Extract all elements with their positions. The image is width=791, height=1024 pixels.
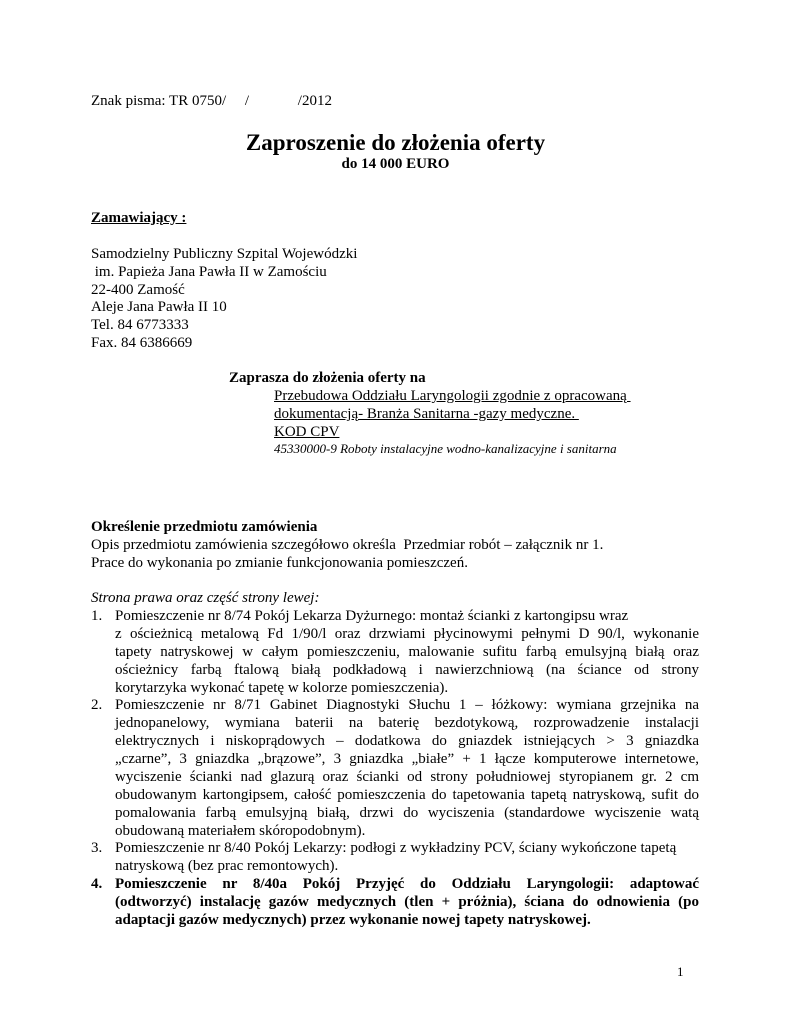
list-item-line: (odtworzyć) instalację gazów medycznych (tlen + próżnia), ściana do odnowienia (po xyxy=(115,894,699,910)
list-item-line: obudowanym kartongipsem, całość pomieszczenia do tapetowania tapetą natryskową, sufit do xyxy=(115,787,699,803)
list-item-number: 4. xyxy=(91,876,103,892)
list-item-line: Pomieszczenie nr 8/40 Pokój Lekarzy: podłogi z wykładziny PCV, ściany wykończone tapetą xyxy=(115,840,677,856)
list-item-line: Pomieszczenie nr 8/40a Pokój Przyjęć do Oddziału Laryngologii: adaptować xyxy=(115,876,699,892)
list-item-line: pomalowania farbą emulsyjną białą, drzwi do wyciszenia (standardowe wyciszenie watą xyxy=(115,805,699,821)
list-item-line: „czarne”, 3 gniazdka „brązowe”, 3 gniazdka „białe” + 1 łącze komputerowe internetowe, xyxy=(115,751,699,767)
page-number: 1 xyxy=(677,964,684,979)
list-item-line: wyciszenie ścianki nad glazurą oraz ścianki od strony południowej styropianem gr. 2 cm xyxy=(115,769,699,785)
list-item-line: korytarzyka wykonać tapetę w kolorze pomieszczenia). xyxy=(115,680,449,696)
buyer-line: 22-400 Zamość xyxy=(91,282,185,298)
list-item-line: adaptacji gazów medycznych) przez wykonanie nowej tapety natryskowej. xyxy=(115,912,591,928)
subject-line: Prace do wykonania po zmianie funkcjonowania pomieszczeń. xyxy=(91,555,468,571)
list-item-line: elektrycznych i niskoprądowych – dodatkowa do gniazdek istniejących > 3 gniazdka xyxy=(115,733,699,749)
cpv-code-label: KOD CPV xyxy=(274,424,340,440)
invite-line: dokumentacją- Branża Sanitarna -gazy medyczne. xyxy=(274,406,579,422)
list-item-number: 3. xyxy=(91,840,103,856)
invite-line: Przebudowa Oddziału Laryngologii zgodnie z opracowaną xyxy=(274,388,631,404)
buyer-line: Fax. 84 6386669 xyxy=(91,335,193,351)
list-item-number: 1. xyxy=(91,608,103,624)
document-subtitle: do 14 000 EURO xyxy=(341,156,450,172)
buyer-line: Samodzielny Publiczny Szpital Wojewódzki xyxy=(91,246,358,262)
list-item-line: z ościeżnicą metalową Fd 1/90/l oraz drzwiami płycinowymi pełnymi D 90/l, wykonanie xyxy=(115,626,699,642)
invite-heading: Zaprasza do złożenia oferty na xyxy=(229,370,426,386)
list-item-line: tapety natryskowej w całym pomieszczeniu, malowanie sufitu farbą emulsyjną białą oraz xyxy=(115,644,699,660)
document-title: Zaproszenie do złożenia oferty xyxy=(245,130,546,155)
buyer-line: im. Papieża Jana Pawła II w Zamościu xyxy=(91,264,327,280)
list-item-line: ościeżnicy farbą ftalową białą podkładową i nawierzchniową (na ściance od strony xyxy=(115,662,699,678)
side-note: Strona prawa oraz część strony lewej: xyxy=(91,590,320,606)
document-reference: Znak pisma: TR 0750/ / /2012 xyxy=(91,93,332,109)
subject-heading: Określenie przedmiotu zamówienia xyxy=(91,519,318,535)
buyer-line: Tel. 84 6773333 xyxy=(91,317,189,333)
buyer-heading: Zamawiający : xyxy=(91,210,187,226)
list-item-line: jednopanelowy, wymiana baterii na baterię bezdotykową, rozprowadzenie instalacji xyxy=(115,715,699,731)
subject-line: Opis przedmiotu zamówienia szczegółowo określa Przedmiar robót – załącznik nr 1. xyxy=(91,537,604,553)
list-item-line: obudowaną materiałem skóropodobnym). xyxy=(115,823,366,839)
cpv-code-description: 45330000-9 Roboty instalacyjne wodno-kanalizacyjne i sanitarna xyxy=(274,441,617,456)
list-item-line: Pomieszczenie nr 8/71 Gabinet Diagnostyki Słuchu 1 – łóżkowy: wymiana grzejnika na xyxy=(115,697,699,713)
buyer-line: Aleje Jana Pawła II 10 xyxy=(91,299,227,315)
list-item-line: natryskową (bez prac remontowych). xyxy=(115,858,339,874)
list-item-line: Pomieszczenie nr 8/74 Pokój Lekarza Dyżurnego: montaż ścianki z kartongipsu wraz xyxy=(115,608,629,624)
list-item-number: 2. xyxy=(91,697,103,713)
